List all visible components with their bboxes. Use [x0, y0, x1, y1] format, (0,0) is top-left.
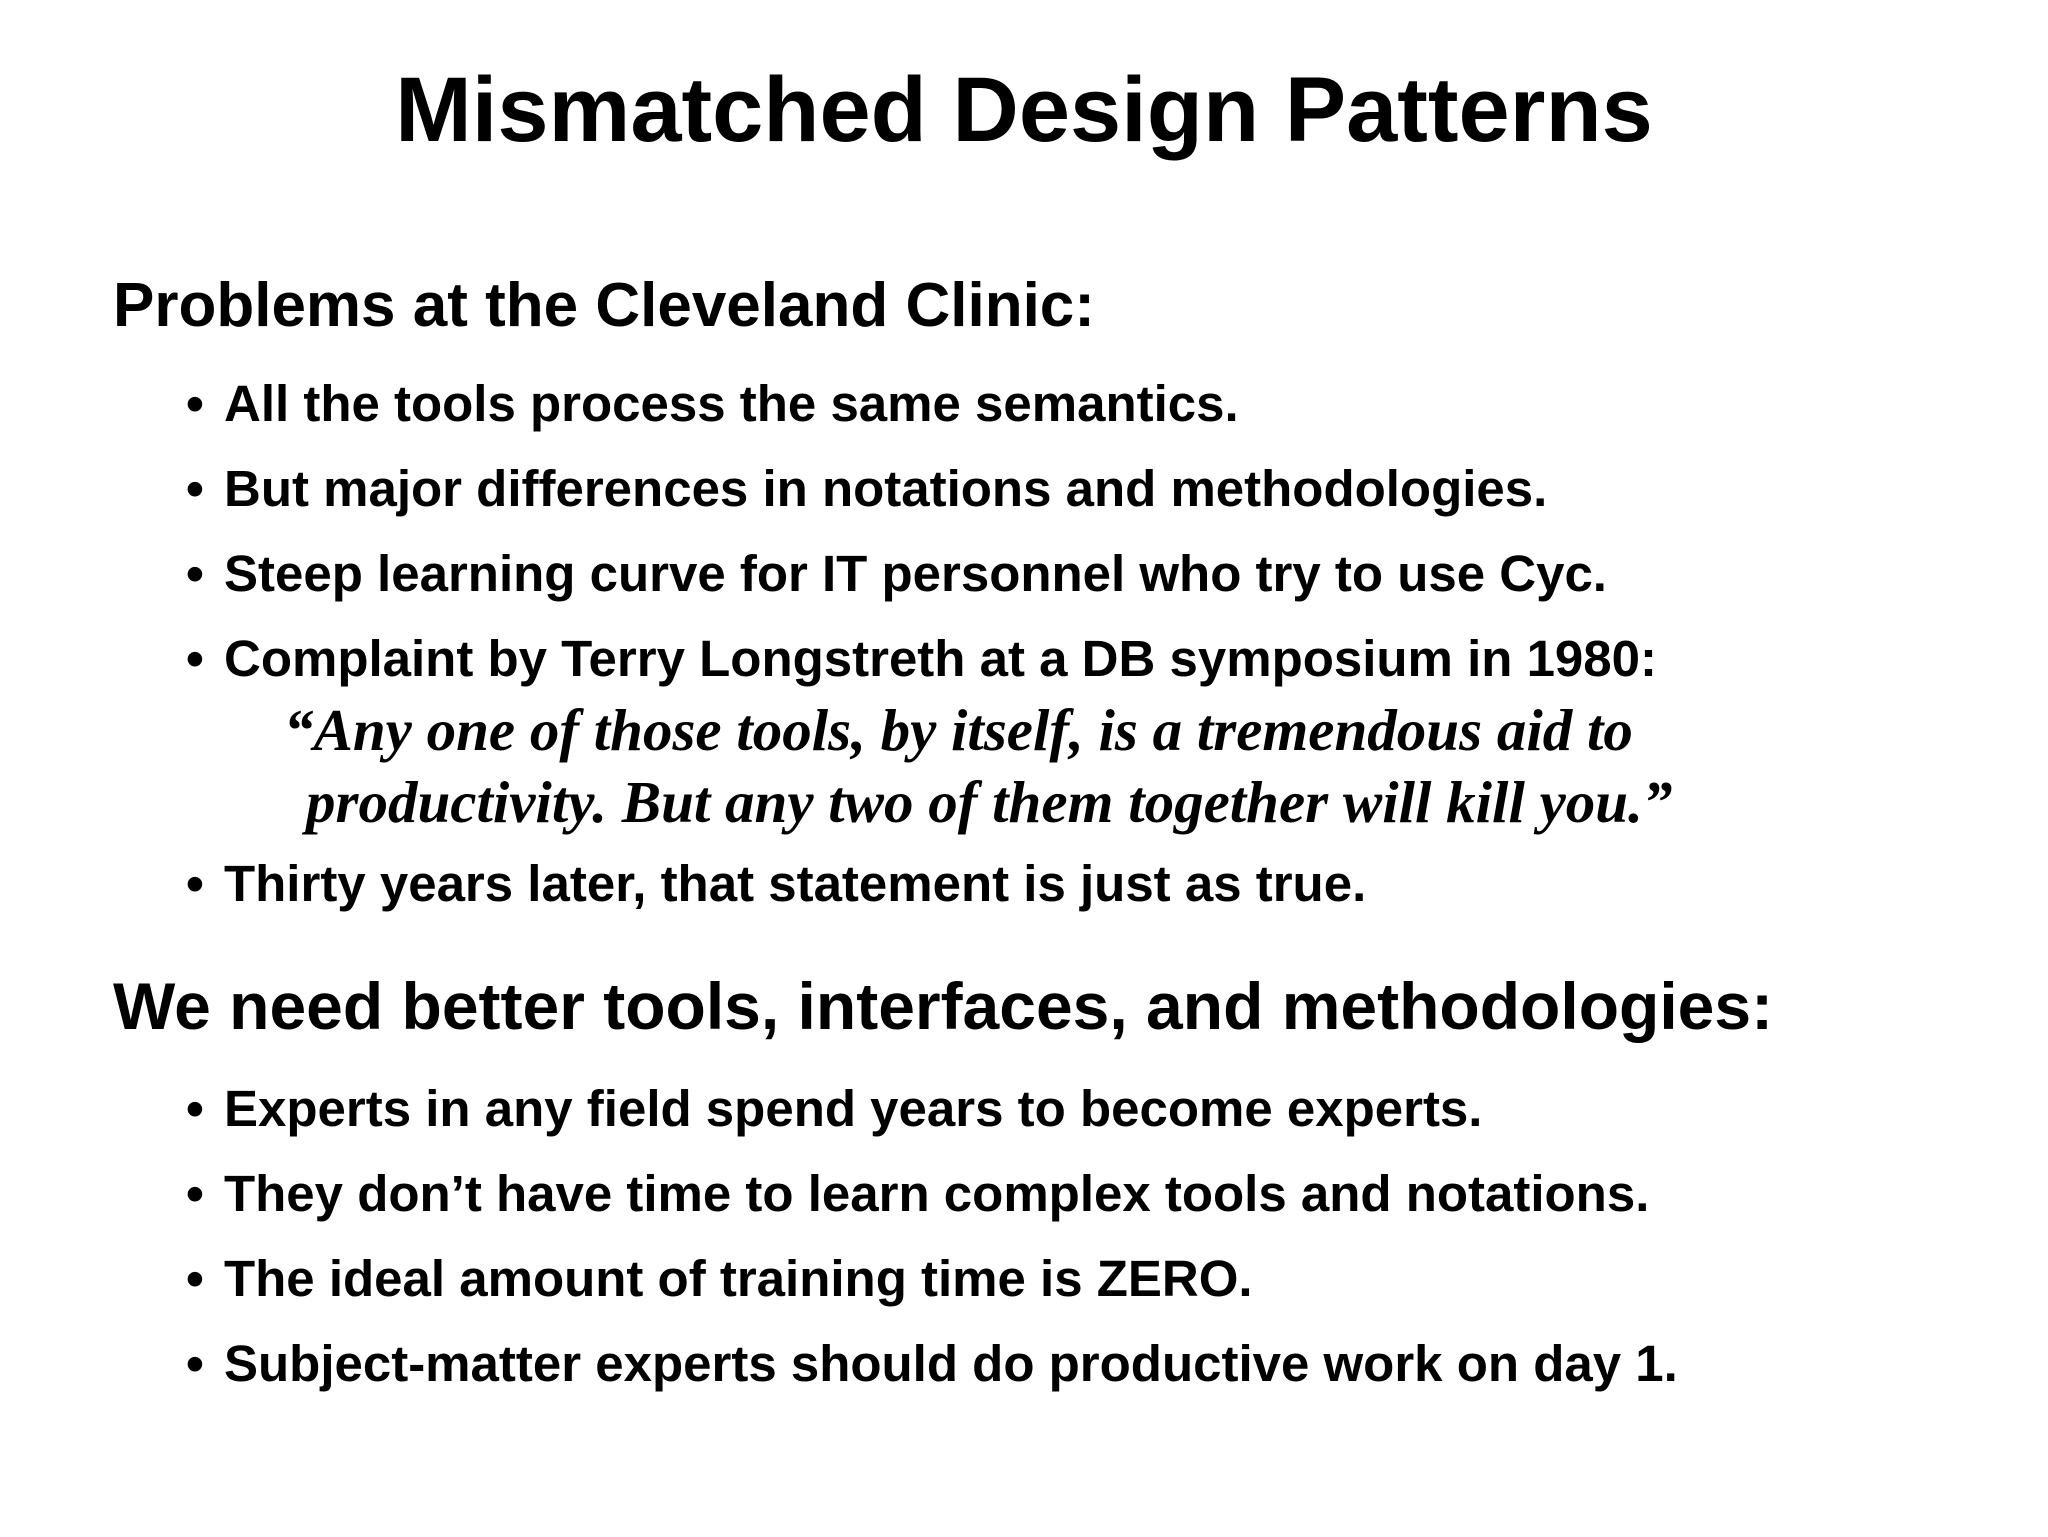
bullet-glyph: •: [186, 1335, 204, 1392]
section-heading-problems: Problems at the Cleveland Clinic:: [113, 271, 1095, 340]
bullet-text: But major differences in notations and methodologies.: [224, 460, 1548, 517]
bullet-glyph: •: [186, 460, 204, 517]
bullet-glyph: •: [186, 855, 204, 912]
bullet-item: [186, 1077, 1482, 1141]
bullet-text: Experts in any field spend years to become experts.: [224, 1080, 1483, 1137]
bullet-text: Complaint by Terry Longstreth at a DB symposium in 1980:: [224, 630, 1658, 687]
bullet-text: Thirty years later, that statement is just as true.: [224, 855, 1367, 912]
bullet-item: [186, 627, 1657, 691]
bullet-item: [186, 1247, 1253, 1311]
bullet-item: [186, 1332, 1678, 1396]
bullet-glyph: •: [186, 1250, 204, 1307]
quotation: [284, 694, 1672, 838]
bullet-item: [186, 1162, 1649, 1226]
bullet-glyph: •: [186, 375, 204, 432]
bullet-glyph: •: [186, 1080, 204, 1137]
bullet-text: They don’t have time to learn complex tools and notations.: [224, 1165, 1650, 1222]
bullet-item: [186, 372, 1239, 436]
bullet-glyph: •: [186, 545, 204, 602]
bullet-text: All the tools process the same semantics.: [224, 375, 1239, 432]
quote-line: productivity. But any two of them together will kill you.”: [306, 769, 1673, 835]
bullet-text: Steep learning curve for IT personnel who try to use Cyc.: [224, 545, 1607, 602]
bullet-text: The ideal amount of training time is ZERO.: [224, 1250, 1253, 1307]
bullet-glyph: •: [186, 630, 204, 687]
quote-line: “Any one of those tools, by itself, is a tremendous aid to: [284, 697, 1633, 763]
bullet-text: Subject-matter experts should do productive work on day 1.: [224, 1335, 1678, 1392]
bullet-item: [186, 852, 1366, 916]
bullet-item: [186, 542, 1607, 606]
bullet-glyph: •: [186, 1165, 204, 1222]
slide-title: Mismatched Design Patterns: [395, 59, 1653, 161]
section-heading-needs: We need better tools, interfaces, and methodologies:: [113, 969, 1774, 1043]
bullet-item: [186, 457, 1547, 521]
